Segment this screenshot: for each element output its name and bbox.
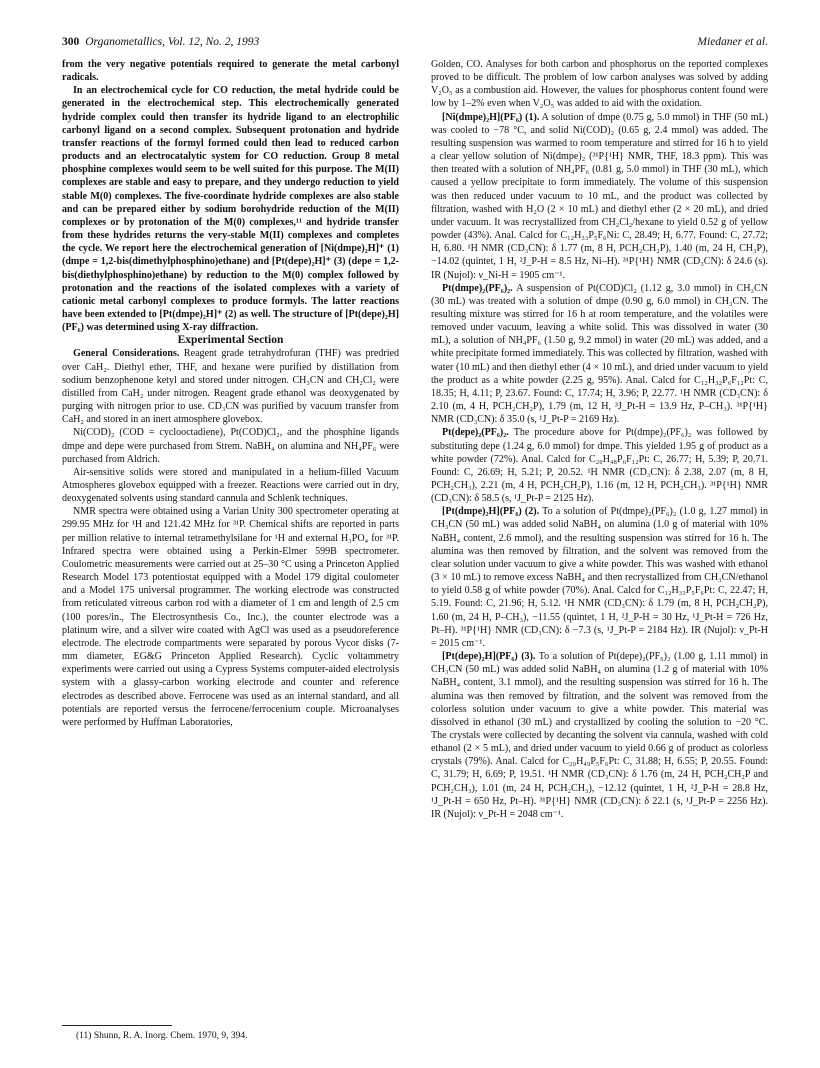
right-column <box>431 58 768 821</box>
pt-depe-heading: Pt(depe)₂(PF₆)₂. <box>442 427 509 439</box>
pt-depe-hydride-paragraph <box>431 650 768 821</box>
pt-dmpe-hydride-text: To a solution of Pt(dmpe)₂(PF₆)₂ (1.0 g, 1.27 mmol) in CH₃CN (50 mL) was added solid NaBH₄ on alumina (1.0 g of material with 10% NaBH₄ content, 2.6 mmol), and the resulting suspension was stirred for 16 h. The alumina was then removed by filtration, and the solvent was removed from the clear solution under vacuum to give a white powder. This was washed with ethanol (3 × 10 mL) to remove excess NaBH₄ and then recrystallized from CH₃CN/ethanol to yield 0.58 g of white powder (70%). Anal. Calcd for C₁₂H₃₃P₅F₆Pt: C, 22.47; H, 5.19. Found: C, 21.96; H, 5.12. ¹H NMR (CD₃CN): δ 1.79 (m, 8 H, PCH₂CH₂P), 1.60 (m, 24 H, P–CH₃), −11.55 (quintet, 1 H, ²J_P-H = 30 Hz, ¹J_Pt-H = 726 Hz, Pt–H). ³¹P{¹H} NMR (CD₃CN): δ −7.3 (s, ¹J_Pt-P = 2184 Hz). IR (Nujol): ν_Pt-H = 2015 cm⁻¹. <box>431 506 768 649</box>
pt-dmpe-text: A suspension of Pt(COD)Cl₂ (1.12 g, 3.0 mmol) in CH₃CN (30 mL) was treated with a solution of dmpe (0.90 g, 6.0 mmol) in CH₃CN. The resulting mixture was stirred for 16 h at room temperature, and the volatiles were removed under vacuum, leaving a white solid. This was dissolved in water (30 mL), a solution of NH₄PF₆ (1.50 g, 9.2 mmol) in water (20 mL) was added, and a white precipitate formed immediately. This was collected by filtration, washed with water (10 mL) and then diethyl ether (4 × 10 mL), and dried under vacuum to yield the product as a white powder (2.25 g, 95%). Anal. Calcd for C₁₂H₃₂P₆F₁₂Pt: C, 18.35; H, 4.11; P, 23.67. Found: C, 17.74; H, 3.96; P, 22.77. ¹H NMR (CD₃CN): δ 2.10 (m, 4 H, PCH₂CH₂P), 1.79 (m, 12 H, ³J_Pt-H = 13.9 Hz, P–CH₃). ³¹P{¹H} NMR (CD₃CN): δ 35.0 (s, ¹J_Pt-P = 2169 Hz). <box>431 282 768 426</box>
pt-depe-hydride-text: To a solution of Pt(depe)₂(PF₆)₂ (1.00 g, 1.11 mmol) in CH₃CN (50 mL) was added solid NaBH₄ on alumina (1.2 g of material with 10% NaBH₄ content, 3.1 mmol), and the resulting suspension was stirred for 16 h. The alumina was then removed by filtration, and the solvent was removed from the colorless solution under vacuum to give a white powder. This material was dissolved in ethanol (30 mL) and crystallized by cooling the solution to −20 °C. The crystals were collected by decanting the solvent via cannula, washed with cold ethanol (2 × 5 mL), and dried under vacuum to yield 0.66 g of product as colorless crystals (79%). Anal. Calcd for C₂₀H₄₉P₅F₆Pt: C, 31.88; H, 6.55; P, 20.55. Found: C, 31.79; H, 6.69; P, 19.51. ¹H NMR (CD₃CN): δ 1.76 (m, 24 H, PCH₂CH₂P and PCH₂CH₃), 1.01 (m, 24 H, PCH₂CH₃), −12.12 (quintet, 1 H, ²J_P-H = 28.8 Hz, ¹J_Pt-H = 650 Hz, Pt–H). ³¹P{¹H} NMR (CD₃CN): δ 22.1 (s, ¹J_Pt-P = 2256 Hz). IR (Nujol): ν_Pt-H = 2048 cm⁻¹. <box>431 651 768 820</box>
page-number: 300 <box>62 36 80 48</box>
instrumentation-paragraph: NMR spectra were obtained using a Varian Unity 300 spectrometer operating at 299.95 MHz for ¹H and 121.42 MHz for ³¹P. Chemical shifts are reported in parts per million relative to internal tetramethylsilane for ¹H and external H₃PO₄ for ³¹P. Infrared spectra were obtained using a Perkin-Elmer 599B spectrometer. Coulometric measurements were carried out at 25–30 °C using a Princeton Applied Research Model 173 potentiostat equipped with a Model 179 digital coulometer and a Model 175 universal programmer. The working electrode was constructed from reticulated vitreous carbon rod with a diameter of 1 cm and length of 2.5 cm (100 pores/in., The Electrosynthesis Co., Inc.), the counter electrode was a platinum wire, and a silver wire coated with AgCl was used as a pseudoreference electrode. The electrode compartments were separated by porous Vycor disks (7-mm diameter, EG&G Princeton Applied Research). Cyclic voltammetry experiments were carried out using a Cypress Systems computer-aided electrolysis system with a glassy-carbon working electrode and counter and reference electrodes as described above. Ferrocene was used as an internal standard, and all potentials are reported versus the ferrocene/ferrocenium couple. Microanalyses were performed by Huffman Laboratories, <box>62 506 399 728</box>
journal-citation: Organometallics, Vol. 12, No. 2, 1993 <box>85 36 260 48</box>
running-header <box>62 36 768 52</box>
pt-depe-hydride-heading: [Pt(depe)₂H](PF₆) (3). <box>442 651 536 663</box>
general-considerations-heading: General Considerations. <box>73 348 180 360</box>
header-authors: Miedaner et al. <box>697 36 768 48</box>
ni-complex-heading: [Ni(dmpe)₂H](PF₆) (1). <box>442 111 540 123</box>
left-column <box>62 58 399 729</box>
footnote: (11) Shunn, R. A. Inorg. Chem. 1970, 9, 394. <box>76 1031 248 1041</box>
ni-complex-paragraph <box>431 111 768 282</box>
pt-dmpe-hydride-paragraph <box>431 505 768 650</box>
pt-depe-paragraph <box>431 426 768 505</box>
pt-dmpe-hydride-heading: [Pt(dmpe)₂H](PF₆) (2). <box>442 506 540 518</box>
intro-paragraph-2: In an electrochemical cycle for CO reduction, the metal hydride could be generated in the electrochemical step. This electrochemically generated hydride complex could then transfer its hydride ligand to an electrophilic carbonyl ligand on a second complex. Subsequent protonation and hydride transfer reactions of the formyl formed could then lead to reduced carbon products and an electrocatalytic system for CO reduction. Group 8 metal phosphine complexes would seem to be well suited for this purpose. The M(II) complexes are stable and easy to prepare, and they undergo reduction to yield stable M(0) complexes. The five-coordinate hydride complexes are also stable and can be prepared either by sodium borohydride reduction of the M(II) complexes or by protonation of the M(0) complexes,¹¹ and hydride transfer from these hydrides returns the very-stable M(II) complexes and completes the cycle. We report here the electrochemical generation of [Ni(dmpe)₂H]⁺ (1) (dmpe = 1,2-bis(dimethylphosphino)ethane) and [Pt(depe)₂H]⁺ (3) (depe = 1,2-bis(diethylphosphino)ethane) by reduction to the M(0) complex followed by protonation and the reactions of the isolated complexes with a variety of cationic metal carbonyl complexes to produce formyls. The latter reactions have been extended to [Pt(dmpe)₂H]⁺ (2) as well. The structure of [Pt(depe)₂H](PF₆) was determined using X-ray diffraction. <box>62 85 399 334</box>
pt-dmpe-paragraph <box>431 282 768 427</box>
intro-paragraph-1: from the very negative potentials required to generate the metal carbonyl radicals. <box>62 59 399 84</box>
pt-depe-text: The procedure above for Pt(dmpe)₂(PF₆)₂ was followed by substituting depe (1.24 g, 6.0 mmol) for dmpe. This yielded 1.95 g of product as a white powder (72%). Anal. Calcd for C₂₀H₄₈P₆F₁₂Pt: C, 26.77; H, 5.39; P, 20.71. Found: C, 26.69; H, 5.21; P, 20.52. ¹H NMR (CD₃CN): δ 2.38, 2.07 (m, 8 H, PCH₂CH₃), 2.21 (m, 4 H, PCH₂CH₂P), 1.16 (m, 12 H, PCH₂CH₃). ³¹P{¹H} NMR (CD₃CN): δ 58.5 (s, ¹J_Pt-P = 2125 Hz). <box>431 427 768 505</box>
air-sensitive-paragraph: Air-sensitive solids were stored and manipulated in a helium-filled Vacuum Atmospheres glovebox equipped with a freezer. Reactions were carried out in dry, deoxygenated solvents using standard cannula and Schlenk techniques. <box>62 466 399 505</box>
section-title: Experimental Section <box>177 334 284 347</box>
pt-dmpe-heading: Pt(dmpe)₂(PF₆)₂. <box>442 282 513 294</box>
reagents-paragraph: Ni(COD)₂ (COD = cyclooctadiene), Pt(COD)Cl₂, and the phosphine ligands dmpe and depe were purchased from Strem. NaBH₄ on alumina and NH₄PF₆ were purchased from Aldrich. <box>62 427 399 465</box>
analysis-continuation-paragraph: Golden, CO. Analyses for both carbon and phosphorus on the reported complexes proved to be difficult. The problem of low carbon analyses was solved by adding V₂O₅ as a combustion aid. However, the values for phosphorus content found were low by 1–2% even when V₂O₅ was added to aid with the oxidation. <box>431 59 768 110</box>
footnote-divider <box>62 1025 172 1026</box>
general-considerations-text: Reagent grade tetrahydrofuran (THF) was predried over CaH₂. Diethyl ether, THF, and hexane were purified by distillation from sodium benzophenone ketyl and stored under nitrogen. CH₃CN and CH₂Cl₂ were distilled from CaH₂ under nitrogen. Reagent grade ethanol was deoxygenated by purging with nitrogen prior to use. CD₃CN was purified by vacuum transfer from CaH₂ and stored in an inert atmosphere glovebox. <box>62 348 400 426</box>
general-considerations-paragraph <box>62 347 399 426</box>
header-left <box>62 36 259 48</box>
ni-complex-text: A solution of dmpe (0.75 g, 5.0 mmol) in THF (50 mL) was cooled to −78 °C, and solid Ni(COD)₂ (0.65 g, 2.4 mmol) was added. The resulting suspension was warmed to room temperature and stirred for 16 h to yield a clear yellow solution of Ni(dmpe)₂ (³¹P{¹H} NMR, THF, 18.3 ppm). This was then treated with a solution of NH₄PF₆ (0.81 g, 5.0 mmol) in THF (30 mL), which caused a yellow precipitate to form immediately. The volume of this suspension was then reduced under vacuum to 10 mL, and the product was collected by filtration, washed with H₂O (2 × 10 mL) and diethyl ether (2 × 20 mL), and dried under vacuum. It was recrystallized from CH₂Cl₂/hexane to yield 0.52 g of yellow powder (43%). Anal. Calcd for C₁₂H₃₃P₅F₆Ni: C, 28.49; H, 6.77. Found: C, 27.72; H, 6.80. ¹H NMR (CD₃CN): δ 1.77 (m, 8 H, PCH₂CH₂P), 1.40 (m, 24 H, CH₃P), −14.02 (quintet, 1 H, ²J_P-H = 8.5 Hz, Ni–H). ³¹P{¹H} NMR (CD₃CN): δ 24.6 (s). IR (Nujol): ν_Ni-H = 1905 cm⁻¹. <box>431 111 768 281</box>
